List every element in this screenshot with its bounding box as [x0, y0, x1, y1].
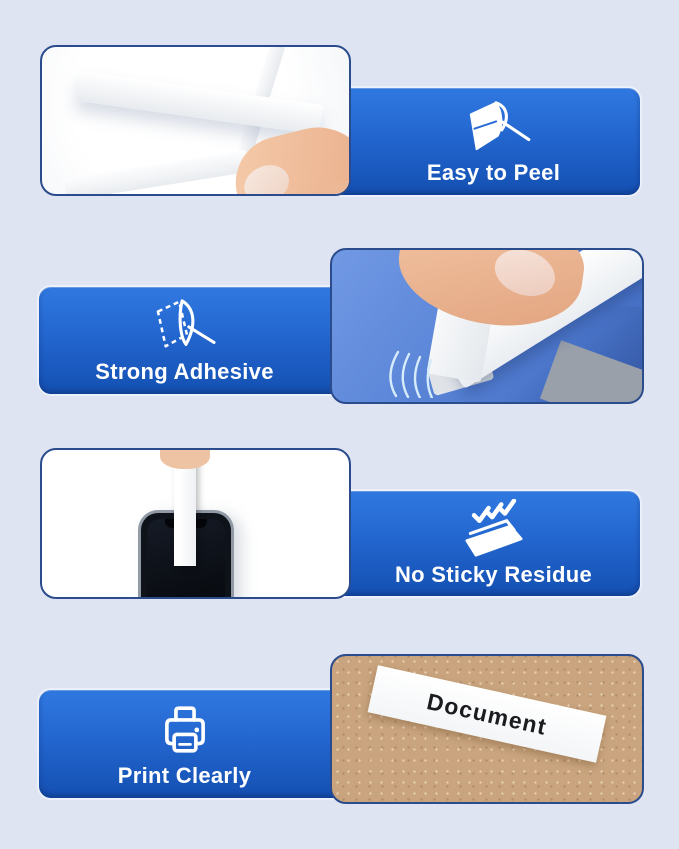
finger-nail [488, 248, 561, 304]
printer-icon [155, 700, 215, 758]
printed-label-text: Document [424, 687, 550, 740]
finger-pressing-label-photo [330, 248, 644, 404]
feature-banner-strong-adhesive [39, 287, 359, 394]
phone-label-removal-photo [40, 448, 351, 599]
feature-label: Easy to Peel [426, 160, 561, 185]
feature-label: Print Clearly [117, 762, 252, 788]
printed-label [368, 665, 607, 763]
feature-banner-print-clearly [39, 690, 359, 798]
no-sticky-residue-icon [454, 499, 534, 557]
feature-banner-no-sticky-residue [330, 491, 640, 596]
fingers-peeling-label-photo [40, 45, 351, 196]
feature-banner-easy-to-peel [330, 88, 640, 195]
strong-adhesive-icon [147, 296, 223, 354]
adhesion-stress-lines [382, 346, 454, 398]
cardboard-document-label-photo [330, 654, 644, 804]
feature-label: No Sticky Residue [394, 562, 593, 587]
thumb-nail [239, 159, 295, 196]
feature-label: Strong Adhesive [95, 359, 274, 384]
peel-label-icon [456, 97, 532, 155]
label-strip [76, 71, 323, 135]
finger [160, 448, 210, 469]
